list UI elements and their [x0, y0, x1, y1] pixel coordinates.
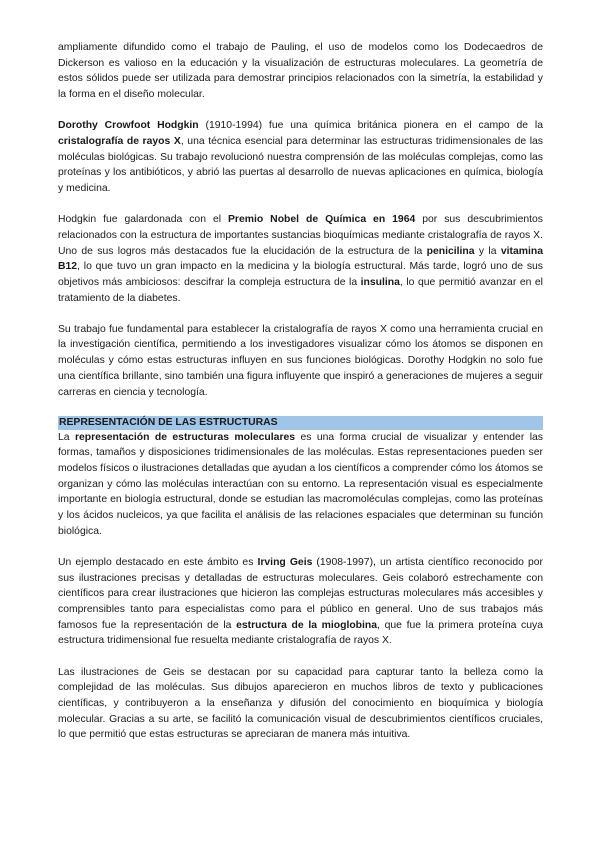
text: Un ejemplo destacado en este ámbito es	[58, 556, 258, 568]
text: , que fue la primera proteína cuya estructura tridimensional fue resuelta mediante cristalografía de rayos X.	[58, 619, 543, 647]
text: Hodgkin fue galardonada con el	[58, 214, 228, 226]
text: (1910-1994) fue una química británica pionera en el campo de la	[198, 120, 544, 132]
section-heading: REPRESENTACIÓN DE LAS ESTRUCTURAS	[58, 416, 543, 430]
paragraph-geis-legacy	[58, 665, 543, 744]
paragraph-dodecaedros	[58, 40, 543, 103]
paragraph-geis	[58, 555, 543, 649]
text: Su trabajo fue fundamental para establecer la cristalografía de rayos X como una herramienta crucial en la investigación científica, permitiendo a los investigadores visualizar cómo los átomos se disponen en moléculas y cómo estas estructuras influyen en sus funciones biológicas. Dorothy Hodgkin no solo fue una científica brillante, sino también una figura influyente que inspiró a generaciones de mujeres a seguir carreras en ciencia y tecnología.	[58, 323, 543, 398]
text: ampliamente difundido como el trabajo de Pauling, el uso de modelos como los Dodecaedros de Dickerson es valioso en la educación y la visualización de estructuras moleculares. La geometría de estos sólidos puede ser utilizada para demostrar principios relacionados con la simetría, la estabilidad y la forma en el diseño molecular.	[58, 42, 543, 101]
paragraph-hodgkin-intro	[58, 118, 543, 197]
paragraph-representation	[58, 430, 543, 540]
text: es una forma crucial de visualizar y entender las formas, tamaños y disposiciones tridimensionales de las moléculas. Estas representaciones pueden ser modelos físicos o ilustraciones detalladas que ayudan a los científicos a comprender cómo los átomos se organizan y cómo las moléculas interactúan con su entorno. La representación visual es especialmente importante en biología estructural, donde se estudian las macromoléculas complejas, como las proteínas y los ácidos nucleicos, ya que facilita el análisis de las relaciones espaciales que determinan su función biológica.	[58, 431, 543, 537]
bold-term: insulina	[360, 276, 400, 288]
bold-term: estructura de la mioglobina	[236, 619, 378, 631]
text: (1908-1997), un artista científico reconocido por sus ilustraciones precisas y detalladas de estructuras moleculares. Geis colaboró estrechamente con científicos para crear ilustraciones que hicieron las complejas estructuras moleculares más accesibles y comprensibles tanto para especialistas como para el público en general. Uno de sus trabajos más famosos fue la representación de la	[58, 556, 543, 631]
paragraph-legacy	[58, 322, 543, 401]
text: , lo que permitió avanzar en el tratamiento de la diabetes.	[58, 276, 543, 304]
paragraph-nobel	[58, 212, 543, 306]
text: , lo que tuvo un gran impacto en la medicina y la biología estructural. Más tarde, logró uno de sus objetivos más ambiciosos: descifrar la compleja estructura de la	[58, 261, 543, 288]
text: Las ilustraciones de Geis se destacan por su capacidad para capturar tanto la belleza como la complejidad de las moléculas. Sus dibujos aparecieron en muchos libros de texto y publicaciones científicas, y contribuyeron a la enseñanza y difusión del conocimiento en bioquímica y biología molecular. Gracias a su arte, se facilitó la comunicación visual de descubrimientos científicos cruciales, lo que permitió que estas estructuras se apreciaran de manera más intuitiva.	[58, 666, 543, 741]
text: por sus descubrimientos relacionados con la estructura de importantes sustancias bioquímicas mediante cristalografía de rayos X. Uno de sus logros más destacados fue la elucidación de la estructura de la	[58, 214, 543, 257]
document-page	[58, 40, 543, 758]
bold-term: penicilina	[426, 245, 475, 257]
text: , una técnica esencial para determinar las estructuras tridimensionales de las moléculas biológicas. Su trabajo revolucionó nuestra comprensión de las moléculas complejas, como las proteínas y los antibióticos, y abrió las puertas al desarrollo de nuevas aplicaciones en química, biología y medicina.	[58, 135, 544, 195]
bold-name: Dorothy Crowfoot Hodgkin	[58, 120, 199, 132]
bold-term: vitamina B12	[58, 245, 543, 273]
bold-name: Irving Geis	[257, 556, 313, 568]
bold-term: cristalografía de rayos X	[58, 135, 181, 147]
bold-term: Premio Nobel de Química en 1964	[228, 214, 416, 226]
text: La	[58, 431, 75, 443]
bold-term: representación de estructuras moleculares	[74, 431, 296, 443]
text: y la	[474, 245, 501, 257]
